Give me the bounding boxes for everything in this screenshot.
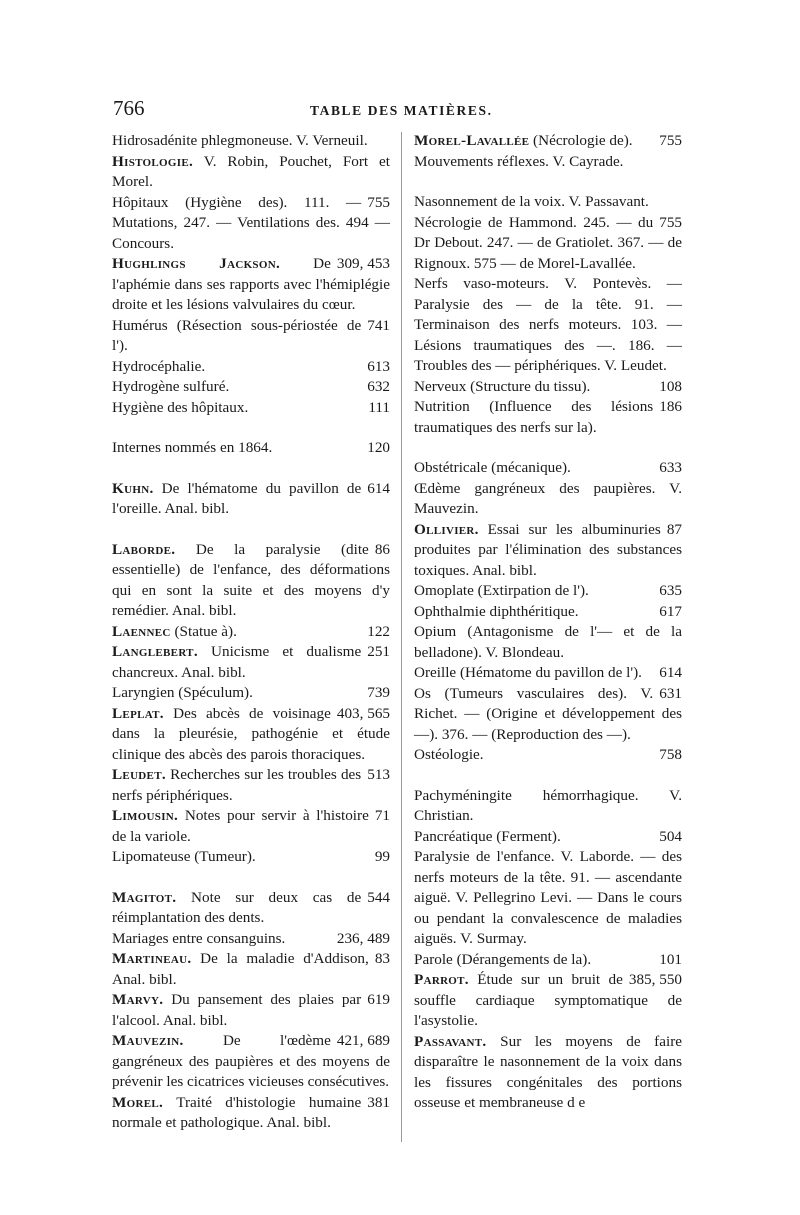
section-gap <box>112 520 390 540</box>
entry-text: Os (Tumeurs vasculaires des). V. Richet. — (Origine et développement des —). 376. — (Reproduction des —). <box>414 684 682 743</box>
index-entry <box>112 704 390 766</box>
entry-text: Paralysie de l'enfance. V. Laborde. — des nerfs moteurs de la tête. 91. — ascendante aiguë. V. Pellegrino Levi. — Dans le cours ou pendant la convalescence de maladies aiguës. V. Surmay. <box>414 848 682 947</box>
entry-text: De l'hématome du pavillon de l'oreille. Anal. bibl. <box>112 479 362 517</box>
index-entry <box>112 131 390 152</box>
index-entry <box>112 949 390 990</box>
entry-text: Du pansement des plaies par l'alcool. Anal. bibl. <box>112 991 362 1029</box>
index-entry <box>414 520 682 582</box>
index-entry <box>414 213 682 275</box>
entry-page-ref: 236, 489 <box>336 929 390 947</box>
index-entry <box>414 847 682 950</box>
page-number: 766 <box>113 96 145 120</box>
section-gap <box>112 418 390 438</box>
entry-page-ref: 251 <box>367 643 390 660</box>
index-entry <box>414 192 682 213</box>
entry-text: Nerfs vaso-moteurs. V. Pontevès. — Paralysie des — de la tête. 91. — Terminaison des nerfs moteurs. 103. — Lésions traumatiques des —. 186. — Troubles des — périphériques. V. Leudet. <box>414 275 682 374</box>
index-entry <box>112 847 390 868</box>
index-entry <box>112 765 390 806</box>
entry-page-ref: 108 <box>659 377 682 395</box>
entry-text: Ophthalmie diphthéritique. <box>414 602 579 620</box>
entry-text: Obstétricale (mécanique). <box>414 459 571 476</box>
entry-page-ref: 71 <box>374 807 390 824</box>
entry-text: Sur les moyens de faire disparaître le nasonnement de la voix dans les fissures congénitales des portions osseuse et membraneuse d e <box>414 1032 682 1111</box>
index-entry <box>112 1093 390 1134</box>
index-column-left <box>112 131 390 1134</box>
entry-page-ref: 544 <box>367 888 390 906</box>
index-column-right <box>414 131 682 1114</box>
entry-page-ref: 421, 689 <box>336 1032 390 1049</box>
index-entry <box>414 622 682 663</box>
entry-page-ref: 87 <box>666 520 682 538</box>
entry-text: Nécrologie de Hammond. 245. — du Dr Debout. 247. — de Gratiolet. 367. — de Rignoux. 575 — de Morel-Lavallée. <box>414 213 682 272</box>
entry-page-ref: 385, 550 <box>628 971 682 988</box>
entry-author: Laborde. <box>112 540 176 558</box>
entry-page-ref: 632 <box>367 378 390 395</box>
entry-text: Parole (Dérangements de la). <box>414 950 592 968</box>
index-entry <box>112 540 390 622</box>
entry-author: Ollivier. <box>414 520 479 538</box>
index-entry <box>112 683 390 704</box>
entry-page-ref: 631 <box>659 684 682 702</box>
index-entry <box>112 929 390 950</box>
index-entry <box>414 602 682 623</box>
entry-author: Histologie. <box>112 152 194 170</box>
entry-page-ref: 120 <box>367 439 390 456</box>
entry-text: Laryngien (Spéculum). <box>112 684 253 701</box>
index-entry <box>414 131 682 152</box>
entry-text: Humérus (Résection sous-périostée de l'). <box>112 316 362 354</box>
index-entry <box>112 1031 390 1093</box>
index-entry <box>112 438 390 459</box>
index-entry <box>112 642 390 683</box>
entry-text: V. Robin, Pouchet, Fort et Morel. <box>112 152 390 190</box>
entry-page-ref: 122 <box>367 622 390 640</box>
entry-author: Leplat. <box>112 704 164 722</box>
entry-page-ref: 741 <box>367 316 390 334</box>
entry-page-ref: 739 <box>367 684 390 701</box>
index-entry <box>414 950 682 971</box>
entry-text: (Nécrologie de). <box>529 132 633 149</box>
entry-text: De la paralysie (dite essentielle) de l'enfance, des déformations qui en sont la suite et des moyens d'y remédier. Anal. bibl. <box>112 540 390 619</box>
entry-page-ref: 755 <box>659 132 682 149</box>
entry-text: Étude sur un bruit de souffle cardiaque symptomatique de l'asystolie. <box>414 971 682 1029</box>
entry-page-ref: 619 <box>367 991 390 1008</box>
entry-text: Omoplate (Extirpation de l'). <box>414 582 589 599</box>
index-entry <box>414 970 682 1032</box>
entry-text: Des abcès de voisinage dans la pleurésie, pathogénie et étude clinique des abcès des parois thoraciques. <box>112 704 390 763</box>
page-header <box>0 96 800 130</box>
index-entry <box>414 581 682 602</box>
entry-page-ref: 403, 565 <box>336 704 390 722</box>
entry-page-ref: 83 <box>374 950 390 967</box>
index-entry <box>112 806 390 847</box>
entry-text: De l'aphémie dans ses rapports avec l'hémiplégie droite et les lésions valvulaires du cœur. <box>112 255 390 313</box>
index-entry <box>414 786 682 827</box>
entry-author: Marvy. <box>112 991 164 1008</box>
index-entry <box>112 357 390 378</box>
entry-page-ref: 613 <box>367 357 390 375</box>
entry-text: Œdème gangréneux des paupières. V. Mauvezin. <box>414 479 682 517</box>
entry-text: Opium (Antagonisme de l'— et de la belladone). V. Blondeau. <box>414 623 682 661</box>
entry-text: De la maladie d'Addison, Anal. bibl. <box>112 950 369 988</box>
index-entry <box>112 622 390 643</box>
index-entry <box>414 745 682 766</box>
entry-text: Nutrition (Influence des lésions traumatiques des nerfs sur la). <box>414 398 654 436</box>
entry-page-ref: 504 <box>659 827 682 845</box>
section-gap <box>414 172 682 192</box>
entry-text: Mariages entre consanguins. <box>112 929 286 947</box>
entry-text: Nasonnement de la voix. V. Passavant. <box>414 193 649 210</box>
entry-page-ref: 758 <box>659 746 682 763</box>
index-entry <box>112 377 390 398</box>
index-entry <box>112 254 390 316</box>
index-entry <box>112 398 390 419</box>
entry-author: Parrot. <box>414 971 469 988</box>
entry-author: Martineau. <box>112 950 192 967</box>
entry-author: Morel. <box>112 1093 164 1111</box>
entry-author: Hughlings Jackson. <box>112 255 281 272</box>
entry-text: Traité d'histologie humaine normale et pathologique. Anal. bibl. <box>112 1093 362 1131</box>
index-entry <box>112 193 390 255</box>
entry-text: Ostéologie. <box>414 746 484 763</box>
index-entry <box>414 274 682 377</box>
entry-text: Recherches sur les troubles des nerfs périphériques. <box>112 766 362 804</box>
entry-text: Notes pour servir à l'histoire de la variole. <box>112 807 369 845</box>
entry-text: Pachyméningite hémorrhagique. V. Christian. <box>414 786 682 824</box>
index-entry <box>414 479 682 520</box>
entry-text: Hidrosadénite phlegmoneuse. V. Verneuil. <box>112 132 368 149</box>
entry-author: Limousin. <box>112 807 179 824</box>
entry-text: Mouvements réflexes. V. Cayrade. <box>414 152 624 170</box>
entry-text: Hydrogène sulfuré. <box>112 378 230 395</box>
entry-page-ref: 99 <box>374 848 390 865</box>
index-entry <box>414 684 682 746</box>
page-title: TABLE DES MATIÈRES. <box>310 103 493 118</box>
index-entry <box>414 458 682 479</box>
section-gap <box>112 459 390 479</box>
entry-author: Leudet. <box>112 766 166 783</box>
entry-author: Morel-Lavallée <box>414 132 530 149</box>
index-entry <box>112 316 390 357</box>
index-entry <box>414 377 682 398</box>
column-divider <box>401 132 402 1142</box>
entry-author: Magitot. <box>112 888 177 906</box>
entry-text: Hydrocéphalie. <box>112 357 206 375</box>
entry-page-ref: 381 <box>367 1093 390 1111</box>
entry-page-ref: 309, 453 <box>336 255 390 272</box>
entry-text: Nerveux (Structure du tissu). <box>414 377 591 395</box>
entry-page-ref: 635 <box>659 582 682 599</box>
entry-author: Laennec <box>112 622 171 640</box>
entry-page-ref: 614 <box>659 664 682 681</box>
index-entry <box>112 152 390 193</box>
index-entry <box>414 827 682 848</box>
entry-text: Hygiène des hôpitaux. <box>112 398 249 416</box>
entry-text: (Statue à). <box>170 622 237 640</box>
entry-text: Unicisme et dualisme chancreux. Anal. bibl. <box>112 643 362 681</box>
entry-text: Note sur deux cas de réimplantation des dents. <box>112 888 362 926</box>
entry-text: Essai sur les albuminuries produites par l'élimination des substances toxiques. Anal. bibl. <box>414 520 682 579</box>
entry-text: Pancréatique (Ferment). <box>414 827 561 845</box>
entry-page-ref: 186 <box>659 398 682 415</box>
entry-page-ref: 614 <box>367 479 390 497</box>
entry-text: Lipomateuse (Tumeur). <box>112 848 256 865</box>
section-gap <box>414 766 682 786</box>
entry-page-ref: 86 <box>374 540 390 558</box>
entry-page-ref: 513 <box>367 766 390 783</box>
section-gap <box>112 868 390 888</box>
entry-text: De l'œdème gangréneux des paupières et des moyens de prévenir les cicatrices vicieuses consécutives. <box>112 1032 390 1090</box>
index-entry <box>112 990 390 1031</box>
entry-text: Hôpitaux (Hygiène des). 111. — Mutations, 247. — Ventilations des. 494 — Concours. <box>112 193 390 252</box>
entry-author: Mauvezin. <box>112 1032 184 1049</box>
entry-page-ref: 633 <box>659 459 682 476</box>
entry-author: Kuhn. <box>112 479 154 497</box>
index-entry <box>414 1032 682 1114</box>
index-entry <box>112 888 390 929</box>
index-entry <box>112 479 390 520</box>
entry-author: Passavant. <box>414 1032 487 1050</box>
index-entry <box>414 152 682 173</box>
entry-page-ref: 101 <box>659 950 682 968</box>
entry-text: Oreille (Hématome du pavillon de l'). <box>414 664 642 681</box>
entry-author: Langlebert. <box>112 643 198 660</box>
entry-text: Internes nommés en 1864. <box>112 439 273 456</box>
entry-page-ref: 755 <box>367 193 390 211</box>
entry-page-ref: 111 <box>368 398 390 416</box>
index-entry <box>414 397 682 438</box>
section-gap <box>414 438 682 458</box>
index-entry <box>414 663 682 684</box>
entry-page-ref: 755 <box>659 213 682 231</box>
entry-page-ref: 617 <box>659 602 682 620</box>
